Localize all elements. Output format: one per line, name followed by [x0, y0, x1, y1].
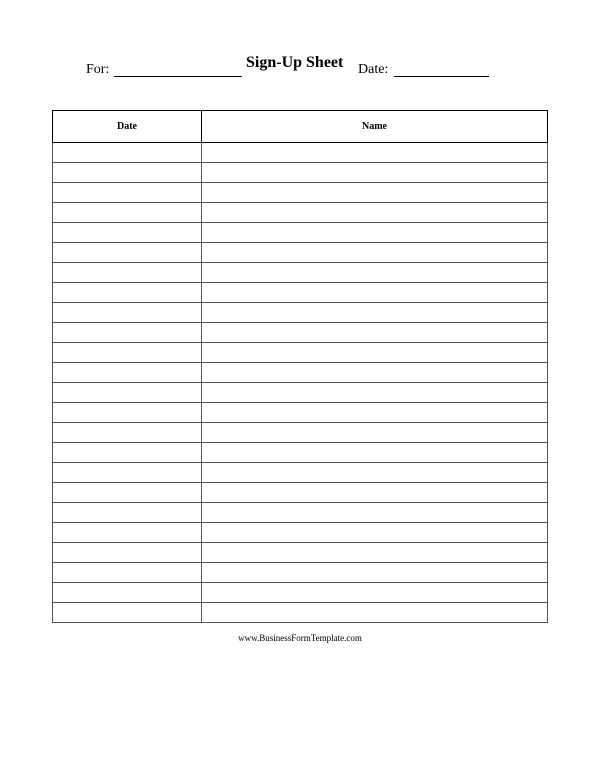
date-cell[interactable]: [53, 563, 202, 583]
name-cell[interactable]: [202, 423, 548, 443]
date-cell[interactable]: [53, 263, 202, 283]
date-cell[interactable]: [53, 523, 202, 543]
name-cell[interactable]: [202, 583, 548, 603]
date-cell[interactable]: [53, 603, 202, 623]
footer-source: www.BusinessFormTemplate.com: [238, 633, 362, 643]
date-cell[interactable]: [53, 203, 202, 223]
date-label: Date:: [358, 62, 389, 77]
table-row: [53, 343, 548, 363]
date-cell[interactable]: [53, 283, 202, 303]
date-cell[interactable]: [53, 543, 202, 563]
table-row: [53, 503, 548, 523]
date-field[interactable]: [394, 76, 489, 77]
signup-table: [52, 110, 548, 623]
table-row: [53, 303, 548, 323]
table-row: [53, 603, 548, 623]
name-cell[interactable]: [202, 223, 548, 243]
table-row: [53, 423, 548, 443]
table-row: [53, 523, 548, 543]
date-cell[interactable]: [53, 403, 202, 423]
name-cell[interactable]: [202, 503, 548, 523]
name-cell[interactable]: [202, 323, 548, 343]
name-cell[interactable]: [202, 403, 548, 423]
date-cell[interactable]: [53, 163, 202, 183]
table-row: [53, 163, 548, 183]
table-row: [53, 383, 548, 403]
name-cell[interactable]: [202, 523, 548, 543]
for-field[interactable]: [114, 76, 242, 77]
for-label: For:: [86, 62, 110, 77]
name-cell[interactable]: [202, 143, 548, 163]
date-cell[interactable]: [53, 443, 202, 463]
date-cell[interactable]: [53, 343, 202, 363]
table-row: [53, 183, 548, 203]
table-row: [53, 143, 548, 163]
date-cell[interactable]: [53, 183, 202, 203]
table-row: [53, 403, 548, 423]
table-header-row: [53, 111, 548, 143]
name-cell[interactable]: [202, 243, 548, 263]
date-cell[interactable]: [53, 303, 202, 323]
name-cell[interactable]: [202, 183, 548, 203]
name-cell[interactable]: [202, 263, 548, 283]
date-cell[interactable]: [53, 243, 202, 263]
table-row: [53, 363, 548, 383]
table-body: [53, 143, 548, 623]
table-row: [53, 543, 548, 563]
table-row: [53, 583, 548, 603]
date-cell[interactable]: [53, 503, 202, 523]
table-row: [53, 443, 548, 463]
name-cell[interactable]: [202, 163, 548, 183]
date-cell[interactable]: [53, 483, 202, 503]
name-cell[interactable]: [202, 463, 548, 483]
date-cell[interactable]: [53, 383, 202, 403]
table-row: [53, 243, 548, 263]
table-row: [53, 463, 548, 483]
table-row: [53, 283, 548, 303]
name-cell[interactable]: [202, 563, 548, 583]
date-cell[interactable]: [53, 363, 202, 383]
name-cell[interactable]: [202, 343, 548, 363]
table-row: [53, 483, 548, 503]
table-row: [53, 263, 548, 283]
date-cell[interactable]: [53, 143, 202, 163]
name-cell[interactable]: [202, 283, 548, 303]
name-cell[interactable]: [202, 443, 548, 463]
table-row: [53, 203, 548, 223]
name-cell[interactable]: [202, 603, 548, 623]
name-cell[interactable]: [202, 203, 548, 223]
table-row: [53, 563, 548, 583]
table-row: [53, 323, 548, 343]
name-cell[interactable]: [202, 303, 548, 323]
date-cell[interactable]: [53, 583, 202, 603]
date-cell[interactable]: [53, 323, 202, 343]
sheet-header: [0, 52, 600, 82]
table-row: [53, 223, 548, 243]
column-header-date: Date: [53, 111, 202, 143]
name-cell[interactable]: [202, 363, 548, 383]
name-cell[interactable]: [202, 483, 548, 503]
name-cell[interactable]: [202, 543, 548, 563]
date-cell[interactable]: [53, 423, 202, 443]
column-header-name: Name: [202, 111, 548, 143]
date-cell[interactable]: [53, 223, 202, 243]
page-title: Sign-Up Sheet: [246, 54, 344, 71]
date-cell[interactable]: [53, 463, 202, 483]
name-cell[interactable]: [202, 383, 548, 403]
